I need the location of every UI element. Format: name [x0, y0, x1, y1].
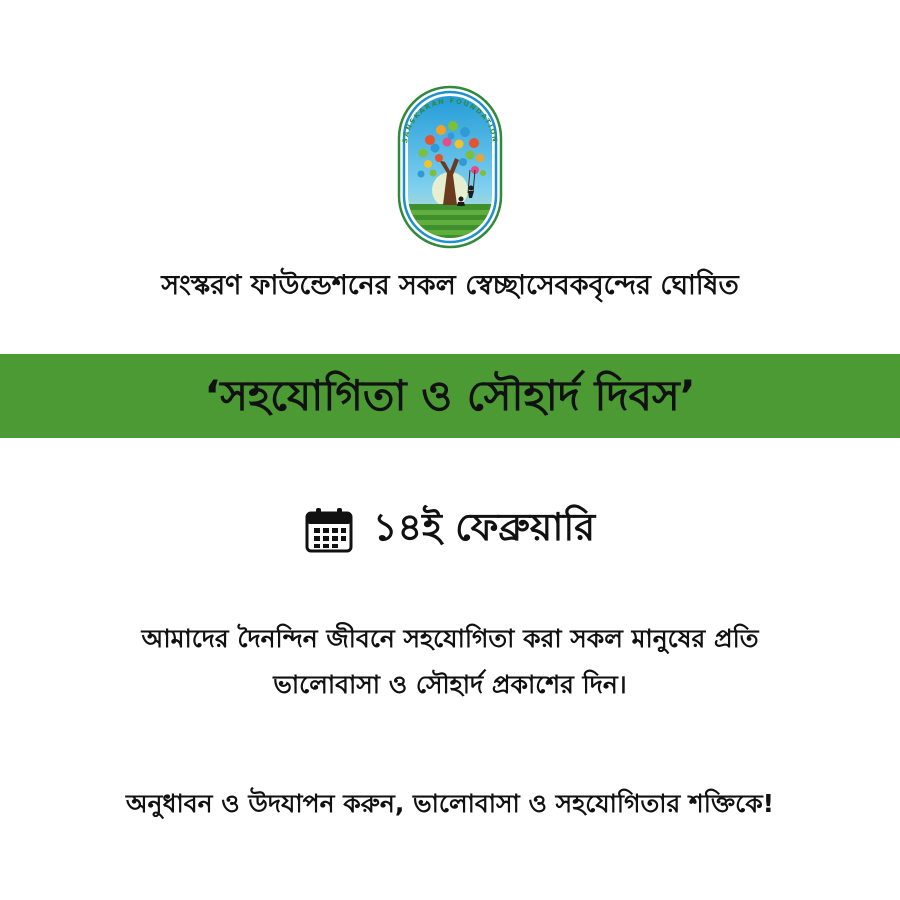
svg-text:SANSKARAN FOUNDATION: SANSKARAN FOUNDATION — [401, 96, 500, 144]
calendar-icon — [305, 507, 353, 553]
event-date: ১৪ই ফেব্রুয়ারি — [372, 505, 596, 549]
announcement-subtitle: সংস্করণ ফাউন্ডেশনের সকল স্বেচ্ছাসেবকবৃন্দের ঘোষিত — [161, 270, 739, 301]
day-title: ‘সহযোগিতা ও সৌহার্দ দিবস’ — [204, 371, 696, 420]
description-line-1: আমাদের দৈনন্দিন জীবনে সহযোগিতা করা সকল মানুষের প্রতি — [141, 624, 759, 653]
date-row — [0, 500, 900, 560]
sanskaran-foundation-logo — [375, 78, 525, 258]
closing-message: অনুধাবন ও উদযাপন করুন, ভালোবাসা ও সহযোগিতার শক্তিকে! — [125, 789, 775, 818]
title-banner — [0, 354, 900, 438]
event-description — [60, 616, 840, 708]
description-line-2: ভালোবাসা ও সৌহার্দ প্রকাশের দিন। — [273, 670, 627, 699]
